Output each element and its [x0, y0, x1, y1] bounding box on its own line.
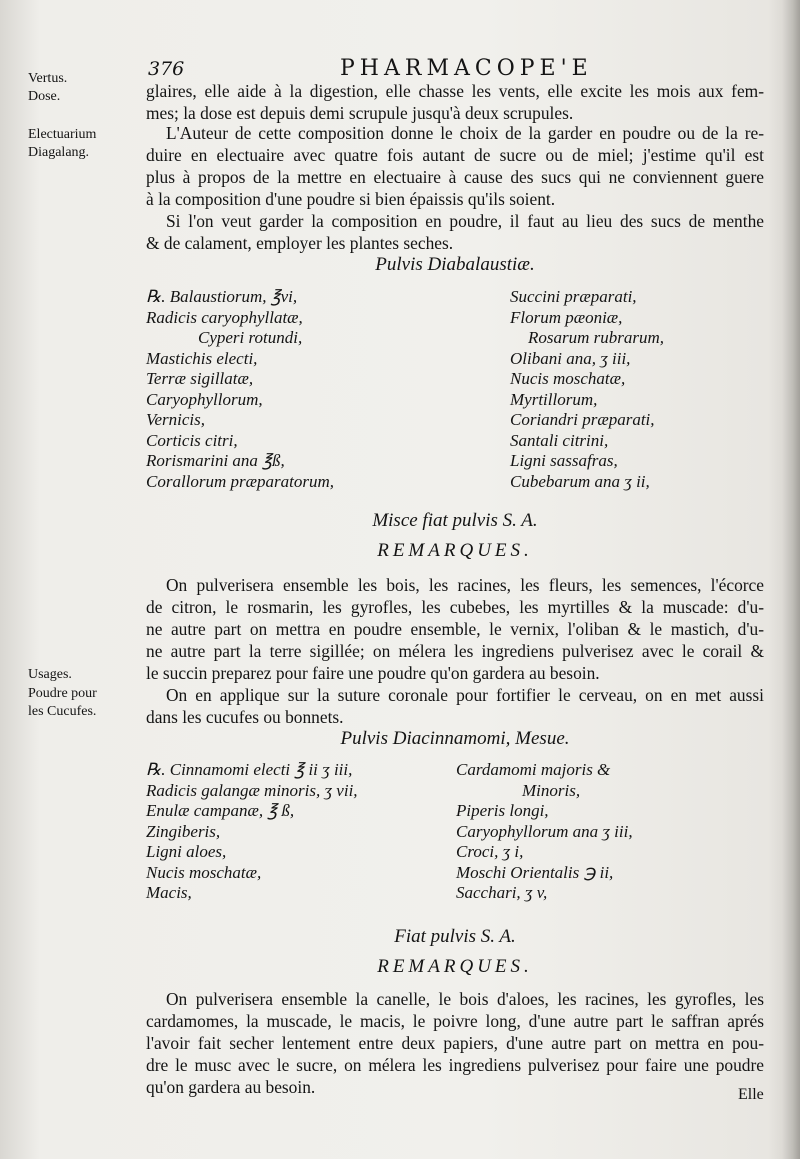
- ingredient: Minoris,: [522, 780, 581, 800]
- ingredient: ℞. Cinnamomi electi ℥ ii ʒ iii,: [146, 760, 353, 779]
- paragraph-poudre: [146, 210, 764, 254]
- margin-note-usages: Usages.: [28, 667, 72, 682]
- text-line: ne autre part on mettra en poudre ensemble, le vernix, l'oliban & le mastich, d'u-: [146, 619, 764, 639]
- text-line: dre le musc avec le sucre, on mélera les ingrediens pulverisez pour faire une poudre: [146, 1055, 764, 1075]
- margin-note-vertus: Vertus.: [28, 71, 68, 86]
- ingredient: Mastichis electi,: [146, 348, 258, 368]
- ingredient: Rorismarini ana ℥ß,: [146, 451, 285, 470]
- ingredient: Nucis moschatæ,: [146, 862, 262, 882]
- ingredient: Cyperi rotundi,: [198, 328, 303, 347]
- text-line: qu'on gardera au besoin.: [146, 1077, 316, 1097]
- text-line: de citron, le rosmarin, les gyrofles, les cubebes, les myrtilles & la muscade: d'u-: [146, 597, 764, 617]
- text-line: L'Auteur de cette composition donne le choix de la garder en poudre ou de la re-: [166, 123, 764, 143]
- ingredient: Florum pæoniæ,: [510, 307, 623, 327]
- text-line: ne autre part la terre sigillée; on mélera les ingrediens pulverisez avec le corail &: [146, 641, 764, 661]
- usages-paragraph: [146, 684, 764, 728]
- ingredient: Corticis citri,: [146, 430, 238, 450]
- ingredient: Ligni sassafras,: [510, 451, 618, 470]
- ingredient: Radicis galangæ minoris, ʒ vii,: [146, 780, 358, 800]
- ingredient: Cardamomi majoris &: [456, 760, 611, 779]
- text-line: On en applique sur la suture coronale pour fortifier le cerveau, on en met aussi: [166, 685, 764, 705]
- margin-note-dose: Dose.: [28, 89, 61, 104]
- ingredients-right-column: [510, 287, 664, 492]
- text-line: l'avoir fait secher lentement entre deux papiers, d'une autre part on mettra en pou-: [146, 1033, 764, 1053]
- text-line: dans les cucufes ou bonnets.: [146, 707, 344, 727]
- margin-note-electuarium: Electuarium: [28, 127, 97, 142]
- ingredient: Zingiberis,: [146, 821, 221, 841]
- ingredient: Succini præparati,: [510, 287, 637, 306]
- ingredient: Radicis caryophyllatæ,: [146, 307, 303, 327]
- remarques-heading: REMARQUES.: [377, 956, 533, 977]
- text-line: le succin preparez pour faire une poudre qu'on gardera au besoin.: [146, 663, 600, 683]
- text-line: On pulverisera ensemble la canelle, le bois d'aloes, les racines, les gyrofles, les: [166, 989, 764, 1009]
- text-line: cardamomes, la muscade, le macis, le poivre long, d'une autre part le saffran aprés: [146, 1011, 764, 1031]
- remarques-paragraph: [146, 988, 764, 1098]
- ingredient: Ligni aloes,: [146, 842, 227, 861]
- paragraph-electuarium: [146, 122, 764, 210]
- margin-note-poudre: Poudre pour: [28, 686, 97, 701]
- text-line: duire en electuaire avec quatre fois autant de sucre ou de miel; j'estime qu'il est: [146, 145, 764, 165]
- text-line: Si l'on veut garder la composition en poudre, il faut au lieu des sucs de menthe: [166, 211, 764, 231]
- page-number: 376: [148, 58, 185, 80]
- recipe-closing: Misce fiat pulvis S. A.: [372, 510, 538, 531]
- ingredient: Coriandri præparati,: [510, 410, 655, 429]
- ingredient: Piperis longi,: [456, 801, 549, 820]
- ingredient: Caryophyllorum ana ʒ iii,: [456, 821, 633, 841]
- recipe-closing: Fiat pulvis S. A.: [394, 926, 516, 947]
- text-line: à la composition d'une poudre si bien épaissis qu'ils soient.: [146, 189, 556, 209]
- recipe-title-diabalaustiae: Pulvis Diabalaustiæ.: [375, 254, 535, 275]
- ingredient: Vernicis,: [146, 410, 206, 429]
- running-title: PHARMACOPE'E: [340, 56, 593, 81]
- ingredient: Macis,: [146, 883, 192, 902]
- margin-note-diagalang: Diagalang.: [28, 145, 90, 160]
- ingredients-left-column: [146, 760, 358, 904]
- ingredient: Caryophyllorum,: [146, 389, 263, 409]
- ingredient: Rosarum rubrarum,: [528, 328, 665, 347]
- text-line: plus à propos de la mettre en electuaire à cause des sucs qui ne conviennent guere: [146, 167, 764, 187]
- ingredient: Corallorum præparatorum,: [146, 471, 334, 491]
- text-line: glaires, elle aide à la digestion, elle chasse les vents, elle excite les mois aux fem-: [146, 81, 764, 101]
- text-line: mes; la dose est depuis demi scrupule jusqu'à deux scrupules.: [146, 103, 574, 123]
- margin-note-cucufes: les Cucufes.: [28, 704, 97, 719]
- remarques-paragraph: [146, 574, 764, 684]
- ingredient: ℞. Balaustiorum, ℥vi,: [146, 287, 298, 306]
- page-edge-shadow: [782, 0, 800, 1159]
- text-line: & de calament, employer les plantes seches.: [146, 233, 454, 253]
- catchword: Elle: [738, 1086, 764, 1103]
- text-line: On pulverisera ensemble les bois, les racines, les fleurs, les semences, l'écorce: [166, 575, 764, 595]
- ingredient: Nucis moschatæ,: [510, 369, 626, 388]
- ingredient: Enulæ campanæ, ℥ ß,: [146, 801, 295, 820]
- paragraph-vertus: [146, 80, 764, 124]
- ingredient: Sacchari, ʒ v,: [456, 883, 548, 902]
- ingredient: Terræ sigillatæ,: [146, 369, 254, 388]
- ingredient: Santali citrini,: [510, 430, 609, 450]
- recipe-title-diacinnamomi: Pulvis Diacinnamomi, Mesue.: [340, 728, 570, 749]
- ingredient: Moschi Orientalis ℈ ii,: [456, 862, 614, 882]
- ingredient: Cubebarum ana ʒ ii,: [510, 471, 650, 491]
- ingredient: Olibani ana, ʒ iii,: [510, 348, 631, 368]
- ingredients-left-column: [146, 287, 334, 492]
- ingredients-right-column: [456, 760, 633, 904]
- ingredient: Myrtillorum,: [510, 389, 598, 409]
- remarques-heading: REMARQUES.: [377, 540, 533, 561]
- ingredient: Croci, ʒ i,: [456, 842, 524, 861]
